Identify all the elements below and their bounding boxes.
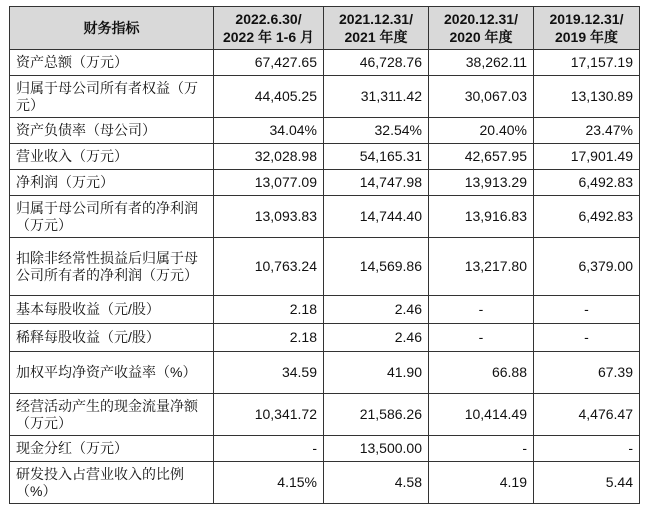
cell-value: 31,311.42 xyxy=(324,76,429,118)
cell-value: 13,130.89 xyxy=(534,76,640,118)
row-label: 研发投入占营业收入的比例（%） xyxy=(10,462,214,504)
row-label: 资产总额（万元） xyxy=(10,50,214,76)
row-label: 营业收入（万元） xyxy=(10,144,214,170)
cell-value: 4.15% xyxy=(214,462,324,504)
table-row xyxy=(10,50,640,76)
cell-value: 34.04% xyxy=(214,118,324,144)
cell-value: 6,379.00 xyxy=(534,238,640,296)
period-header xyxy=(534,7,640,50)
row-label: 稀释每股收益（元/股） xyxy=(10,324,214,352)
table-row xyxy=(10,118,640,144)
financial-indicators-table xyxy=(9,6,640,504)
cell-value: 14,569.86 xyxy=(324,238,429,296)
cell-value: - xyxy=(429,324,534,352)
period-date: 2021.12.31/ xyxy=(339,11,413,27)
cell-value: 2.46 xyxy=(324,296,429,324)
cell-value: 30,067.03 xyxy=(429,76,534,118)
cell-value: - xyxy=(534,436,640,462)
cell-value: 13,500.00 xyxy=(324,436,429,462)
table-row xyxy=(10,436,640,462)
cell-value: 2.18 xyxy=(214,324,324,352)
table-row xyxy=(10,324,640,352)
header-row xyxy=(10,7,640,50)
cell-value: 13,077.09 xyxy=(214,170,324,196)
cell-value: 13,217.80 xyxy=(429,238,534,296)
cell-value: - xyxy=(429,436,534,462)
cell-value: 13,913.29 xyxy=(429,170,534,196)
table-row xyxy=(10,144,640,170)
period-date: 2020.12.31/ xyxy=(444,11,518,27)
period-span: 2021 年度 xyxy=(344,29,408,45)
cell-value: 32.54% xyxy=(324,118,429,144)
row-label: 资产负债率（母公司） xyxy=(10,118,214,144)
cell-value: 67.39 xyxy=(534,352,640,394)
table-row xyxy=(10,238,640,296)
cell-value: 2.46 xyxy=(324,324,429,352)
cell-value: 21,586.26 xyxy=(324,394,429,436)
table-header xyxy=(10,7,640,50)
table-row xyxy=(10,462,640,504)
row-label: 归属于母公司所有者权益（万元） xyxy=(10,76,214,118)
cell-value: - xyxy=(214,436,324,462)
cell-value: 4.58 xyxy=(324,462,429,504)
cell-value: 5.44 xyxy=(534,462,640,504)
table-row xyxy=(10,296,640,324)
cell-value: 34.59 xyxy=(214,352,324,394)
table-row xyxy=(10,352,640,394)
cell-value: 38,262.11 xyxy=(429,50,534,76)
cell-value: 2.18 xyxy=(214,296,324,324)
period-header xyxy=(429,7,534,50)
cell-value: 67,427.65 xyxy=(214,50,324,76)
table-row xyxy=(10,394,640,436)
row-label: 基本每股收益（元/股） xyxy=(10,296,214,324)
cell-value: 44,405.25 xyxy=(214,76,324,118)
cell-value: 10,763.24 xyxy=(214,238,324,296)
period-date: 2019.12.31/ xyxy=(549,11,624,27)
table-row xyxy=(10,76,640,118)
table-row xyxy=(10,170,640,196)
period-date: 2022.6.30/ xyxy=(235,11,302,27)
cell-value: - xyxy=(534,324,640,352)
cell-value: 13,093.83 xyxy=(214,196,324,238)
cell-value: 54,165.31 xyxy=(324,144,429,170)
table-body xyxy=(10,50,640,504)
period-header xyxy=(214,7,324,50)
row-label: 经营活动产生的现金流量净额（万元） xyxy=(10,394,214,436)
cell-value: 23.47% xyxy=(534,118,640,144)
cell-value: 42,657.95 xyxy=(429,144,534,170)
cell-value: 13,916.83 xyxy=(429,196,534,238)
metric-column-header: 财务指标 xyxy=(10,7,214,50)
cell-value: - xyxy=(429,296,534,324)
cell-value: 10,341.72 xyxy=(214,394,324,436)
cell-value: 4,476.47 xyxy=(534,394,640,436)
cell-value: 4.19 xyxy=(429,462,534,504)
cell-value: 14,747.98 xyxy=(324,170,429,196)
period-span: 2022 年 1-6 月 xyxy=(222,29,315,45)
cell-value: 17,901.49 xyxy=(534,144,640,170)
cell-value: 41.90 xyxy=(324,352,429,394)
table-row xyxy=(10,196,640,238)
cell-value: 14,744.40 xyxy=(324,196,429,238)
cell-value: - xyxy=(534,296,640,324)
row-label: 归属于母公司所有者的净利润（万元） xyxy=(10,196,214,238)
cell-value: 6,492.83 xyxy=(534,170,640,196)
period-span: 2020 年度 xyxy=(449,29,513,45)
row-label: 现金分红（万元） xyxy=(10,436,214,462)
cell-value: 66.88 xyxy=(429,352,534,394)
cell-value: 46,728.76 xyxy=(324,50,429,76)
cell-value: 10,414.49 xyxy=(429,394,534,436)
row-label: 扣除非经常性损益后归属于母公司所有者的净利润（万元） xyxy=(10,238,214,296)
cell-value: 6,492.83 xyxy=(534,196,640,238)
cell-value: 20.40% xyxy=(429,118,534,144)
row-label: 净利润（万元） xyxy=(10,170,214,196)
cell-value: 17,157.19 xyxy=(534,50,640,76)
cell-value: 32,028.98 xyxy=(214,144,324,170)
row-label: 加权平均净资产收益率（%） xyxy=(10,352,214,394)
period-span: 2019 年度 xyxy=(554,29,619,45)
period-header xyxy=(324,7,429,50)
